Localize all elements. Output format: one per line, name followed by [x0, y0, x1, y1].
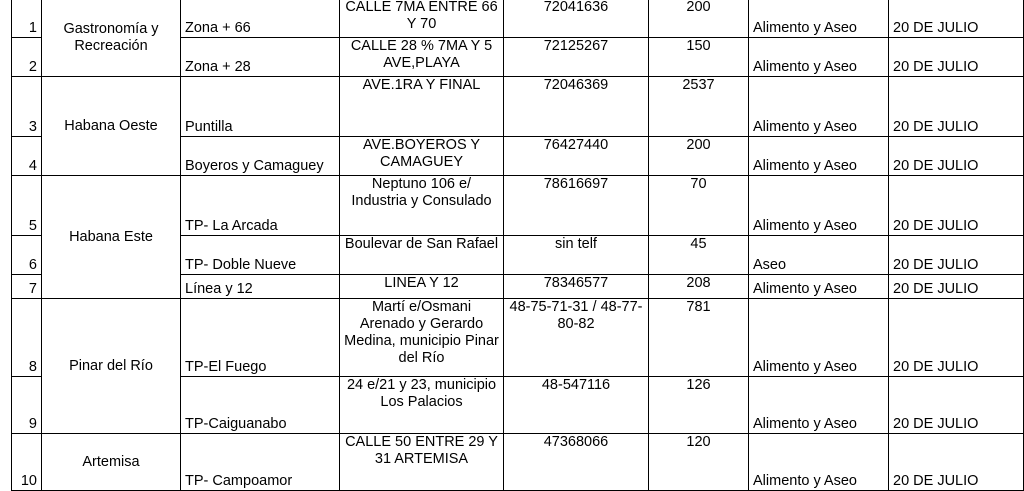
store-name: Zona + 28 [185, 59, 251, 75]
store-name-cell [181, 0, 340, 38]
count-cell [649, 176, 749, 236]
store-table-body [12, 0, 1024, 491]
address-cell [340, 236, 504, 275]
date-cell [889, 434, 1024, 491]
row-number-cell [12, 236, 42, 275]
address-cell [340, 434, 504, 491]
store-date: 20 DE JULIO [893, 158, 979, 174]
category-cell [749, 377, 889, 434]
phone-cell [504, 299, 649, 377]
address-cell [340, 38, 504, 77]
store-category: Alimento y Aseo [753, 281, 857, 297]
store-category: Alimento y Aseo [753, 59, 857, 75]
store-phone: 72125267 [543, 38, 609, 54]
store-date: 20 DE JULIO [893, 218, 979, 234]
store-name-cell [181, 236, 340, 275]
date-cell [889, 236, 1024, 275]
phone-cell [504, 236, 649, 275]
row-number: 1 [28, 20, 37, 36]
store-name: Zona + 66 [185, 20, 251, 36]
store-category: Alimento y Aseo [753, 218, 857, 234]
store-date: 20 DE JULIO [893, 119, 979, 135]
store-address: AVE.BOYEROS Y CAMAGUEY [362, 137, 481, 170]
row-number: 5 [28, 218, 37, 234]
store-date: 20 DE JULIO [893, 20, 979, 36]
store-category: Alimento y Aseo [753, 158, 857, 174]
store-category: Alimento y Aseo [753, 20, 857, 36]
address-cell [340, 77, 504, 137]
date-cell [889, 176, 1024, 236]
category-cell [749, 176, 889, 236]
category-cell [749, 38, 889, 77]
count-cell [649, 77, 749, 137]
row-number: 4 [28, 158, 37, 174]
store-name-cell [181, 434, 340, 491]
region-name: Gastronomía y Recreación [63, 20, 159, 54]
store-category: Aseo [753, 257, 787, 273]
store-address: AVE.1RA Y FINAL [362, 77, 481, 93]
count-cell [649, 137, 749, 176]
date-cell [889, 275, 1024, 299]
count-cell [649, 38, 749, 77]
store-name: TP- La Arcada [185, 218, 278, 234]
row-number-cell [12, 275, 42, 299]
store-address: 24 e/21 y 23, municipio Los Palacios [346, 377, 497, 410]
row-number-cell [12, 0, 42, 38]
phone-cell [504, 275, 649, 299]
store-phone: 47368066 [543, 434, 609, 450]
count-cell [649, 236, 749, 275]
region-name: Habana Oeste [64, 117, 158, 134]
store-address: CALLE 7MA ENTRE 66 Y 70 [345, 0, 498, 32]
store-phone: 48-75-71-31 / 48-77-80-82 [509, 299, 643, 332]
row-number-cell [12, 434, 42, 491]
address-cell [340, 299, 504, 377]
category-cell [749, 434, 889, 491]
row-number-cell [12, 137, 42, 176]
store-date: 20 DE JULIO [893, 281, 979, 297]
store-name: TP- Campoamor [185, 473, 293, 489]
store-count: 2537 [682, 77, 715, 93]
region-name: Habana Este [69, 228, 153, 245]
phone-cell [504, 434, 649, 491]
region-name: Pinar del Río [69, 357, 153, 374]
date-cell [889, 377, 1024, 434]
category-cell [749, 0, 889, 38]
date-cell [889, 38, 1024, 77]
store-category: Alimento y Aseo [753, 359, 857, 375]
store-name-cell [181, 137, 340, 176]
phone-cell [504, 0, 649, 38]
category-cell [749, 236, 889, 275]
date-cell [889, 299, 1024, 377]
store-count: 120 [686, 434, 711, 450]
store-name: TP-El Fuego [185, 359, 267, 375]
phone-cell [504, 77, 649, 137]
phone-cell [504, 377, 649, 434]
store-address: CALLE 50 ENTRE 29 Y 31 ARTEMISA [345, 434, 498, 467]
store-count: 70 [690, 176, 707, 192]
store-date: 20 DE JULIO [893, 359, 979, 375]
store-date: 20 DE JULIO [893, 416, 979, 432]
row-number: 8 [28, 359, 37, 375]
store-phone: 78346577 [543, 275, 609, 291]
store-name-cell [181, 299, 340, 377]
store-name: Boyeros y Camaguey [185, 158, 324, 174]
store-name-cell [181, 176, 340, 236]
store-count: 208 [686, 275, 711, 291]
row-number-cell [12, 299, 42, 377]
row-number: 2 [28, 59, 37, 75]
row-number: 6 [28, 257, 37, 273]
store-date: 20 DE JULIO [893, 257, 979, 273]
store-phone: sin telf [555, 236, 597, 252]
store-count: 200 [686, 137, 711, 153]
store-table [11, 0, 1024, 491]
address-cell [340, 275, 504, 299]
address-cell [340, 176, 504, 236]
store-category: Alimento y Aseo [753, 473, 857, 489]
store-date: 20 DE JULIO [893, 59, 979, 75]
address-cell [340, 377, 504, 434]
row-number: 10 [20, 473, 37, 489]
store-address: CALLE 28 % 7MA Y 5 AVE,PLAYA [350, 38, 493, 71]
category-cell [749, 137, 889, 176]
date-cell [889, 137, 1024, 176]
store-address: Neptuno 106 e/ Industria y Consulado [351, 176, 492, 209]
row-number-cell [12, 176, 42, 236]
store-count: 45 [690, 236, 707, 252]
region-cell [42, 77, 181, 176]
row-number: 9 [28, 416, 37, 432]
date-cell [889, 77, 1024, 137]
phone-cell [504, 38, 649, 77]
count-cell [649, 0, 749, 38]
store-count: 200 [686, 0, 711, 15]
store-category: Alimento y Aseo [753, 119, 857, 135]
store-phone: 48-547116 [541, 377, 611, 393]
phone-cell [504, 176, 649, 236]
store-count: 126 [686, 377, 711, 393]
store-phone: 78616697 [543, 176, 609, 192]
store-address: Martí e/Osmani Arenado y Gerardo Medina, municipio Pinar del Río [344, 299, 499, 366]
region-cell [42, 0, 181, 77]
category-cell [749, 299, 889, 377]
row-number-cell [12, 377, 42, 434]
store-name: Línea y 12 [185, 281, 253, 297]
region-cell [42, 434, 181, 491]
store-phone: 72041636 [543, 0, 609, 15]
store-name-cell [181, 275, 340, 299]
store-category: Alimento y Aseo [753, 416, 857, 432]
region-cell [42, 299, 181, 434]
row-number: 7 [28, 281, 37, 297]
count-cell [649, 434, 749, 491]
count-cell [649, 377, 749, 434]
count-cell [649, 299, 749, 377]
category-cell [749, 275, 889, 299]
store-name: TP-Caiguanabo [185, 416, 287, 432]
table-row [12, 0, 1024, 38]
row-number: 3 [28, 119, 37, 135]
table-row [12, 434, 1024, 491]
phone-cell [504, 137, 649, 176]
table-row [12, 299, 1024, 377]
store-name: Puntilla [185, 119, 233, 135]
table-row [12, 77, 1024, 137]
store-phone: 72046369 [543, 77, 609, 93]
store-address: Boulevar de San Rafael [344, 236, 499, 252]
store-count: 781 [686, 299, 711, 315]
store-name: TP- Doble Nueve [185, 257, 297, 273]
region-name: Artemisa [82, 453, 140, 470]
table-row [12, 176, 1024, 236]
store-count: 150 [686, 38, 711, 54]
row-number-cell [12, 77, 42, 137]
region-cell [42, 176, 181, 299]
row-number-cell [12, 38, 42, 77]
store-name-cell [181, 77, 340, 137]
store-name-cell [181, 38, 340, 77]
store-address: LINEA Y 12 [384, 275, 459, 291]
address-cell [340, 0, 504, 38]
count-cell [649, 275, 749, 299]
store-date: 20 DE JULIO [893, 473, 979, 489]
date-cell [889, 0, 1024, 38]
store-name-cell [181, 377, 340, 434]
address-cell [340, 137, 504, 176]
category-cell [749, 77, 889, 137]
store-phone: 76427440 [543, 137, 609, 153]
